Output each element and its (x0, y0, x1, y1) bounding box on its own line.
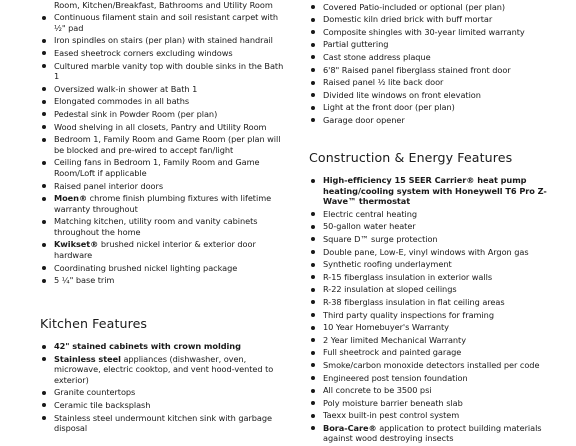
kitchen-features-list (40, 341, 284, 434)
bullet-icon (311, 30, 315, 34)
bullet-icon (42, 51, 46, 55)
construction-features-heading: Construction & Energy Features (309, 150, 513, 165)
list-item (40, 12, 284, 33)
item-text: Matching kitchen, utility room and vanity cabinets throughout the home (54, 216, 258, 237)
bullet-icon (42, 138, 46, 142)
bullet-icon (311, 18, 315, 22)
bullet-icon (311, 118, 315, 122)
list-item (40, 61, 284, 82)
list-item (309, 39, 559, 50)
list-item (40, 239, 284, 260)
list-item (309, 14, 559, 25)
item-text: R-22 insulation at sloped ceilings (323, 284, 457, 295)
interior-features-list (40, 0, 284, 286)
list-item (40, 400, 284, 411)
bullet-icon (42, 64, 46, 68)
list-item (40, 341, 284, 352)
item-brand: Kwikset® (54, 239, 99, 250)
bullet-icon (311, 212, 315, 216)
bullet-icon (311, 389, 315, 393)
item-text: Continuous filament stain and soil resistant carpet with ½" pad (54, 12, 279, 33)
item-text: 50-gallon water heater (323, 221, 416, 232)
item-text: Ceiling fans in Bedroom 1, Family Room and Game Room/Loft if applicable (54, 157, 260, 178)
list-item (40, 84, 284, 95)
list-item (40, 35, 284, 46)
item-text: Garage door opener (323, 114, 405, 125)
item-text: Cultured marble vanity top with double sinks in the Bath 1 (54, 60, 284, 82)
item-text: Iron spindles on stairs (per plan) with stained handrail (54, 35, 273, 46)
item-text: Covered Patio-included or optional (per plan) (323, 1, 506, 12)
list-item (40, 48, 284, 59)
construction-features-list (309, 175, 559, 444)
bullet-icon (311, 426, 315, 430)
item-text: appliances (dishwasher, oven, microwave, electric cooktop, and vent hood-vented to exterior) (54, 353, 274, 385)
bullet-icon (42, 403, 46, 407)
item-text: All concrete to be 3500 psi (323, 385, 432, 396)
item-text: R-38 fiberglass insulation in flat ceiling areas (323, 296, 505, 307)
list-item (309, 385, 559, 396)
bullet-icon (42, 100, 46, 104)
list-item (40, 109, 284, 120)
bullet-icon (42, 266, 46, 270)
bullet-icon (42, 391, 46, 395)
item-text: Double pane, Low-E, vinyl windows with Argon gas (323, 246, 529, 257)
item-text: Poly moisture barrier beneath slab (323, 397, 463, 408)
bullet-icon (311, 275, 315, 279)
item-text: Raised panel ½ lite back door (323, 77, 444, 88)
bullet-icon (311, 237, 315, 241)
item-text: 5 ¼" base trim (54, 275, 115, 286)
list-item (40, 216, 284, 237)
item-text: Divided lite windows on front elevation (323, 89, 481, 100)
item-text: Ceramic tile backsplash (54, 399, 151, 410)
item-text: Granite countertops (54, 387, 136, 398)
list-item (309, 27, 559, 38)
bullet-icon (311, 338, 315, 342)
item-text: 6'8" Raised panel fiberglass stained front door (323, 64, 511, 75)
list-item (309, 90, 559, 101)
exterior-features-list (309, 0, 559, 126)
list-item (40, 134, 284, 155)
list-item (40, 193, 284, 214)
bullet-icon (311, 250, 315, 254)
list-item (309, 272, 559, 283)
bullet-icon (311, 106, 315, 110)
bullet-icon (311, 68, 315, 72)
list-item (309, 102, 559, 113)
bullet-icon (311, 313, 315, 317)
list-item (309, 209, 559, 220)
bullet-icon (42, 279, 46, 283)
list-item (40, 387, 284, 398)
list-item (309, 410, 559, 421)
item-text: application to protect building materials against wood destroying insects (323, 422, 542, 444)
kitchen-features-heading: Kitchen Features (40, 316, 148, 331)
bullet-icon (42, 197, 46, 201)
bullet-icon (311, 5, 315, 9)
item-text: Elongated commodes in all baths (54, 96, 190, 107)
list-item (40, 263, 284, 274)
list-item (309, 423, 559, 444)
list-item (309, 115, 559, 126)
list-item (309, 398, 559, 409)
bullet-icon (42, 220, 46, 224)
list-item (40, 354, 284, 386)
item-text: Light at the front door (per plan) (323, 102, 455, 113)
item-brand: High-efficiency 15 SEER Carrier® heat pump heating/cooling system with Honeywell T6 Pro Z-Wave™ thermostat (323, 175, 547, 207)
item-text: Stainless steel undermount kitchen sink with garbage disposal (54, 412, 272, 434)
list-item (309, 347, 559, 358)
item-text: Oversized walk-in shower at Bath 1 (54, 83, 198, 94)
bullet-icon (42, 39, 46, 43)
item-brand: Moen® (54, 193, 88, 204)
item-text: Coordinating brushed nickel lighting package (54, 262, 238, 273)
bullet-icon (42, 112, 46, 116)
bullet-icon (311, 55, 315, 59)
item-text: Smoke/carbon monoxide detectors installed per code (323, 359, 540, 370)
item-text: Electric central heating (323, 208, 418, 219)
list-item (309, 322, 559, 333)
item-text: 2 Year limited Mechanical Warranty (323, 334, 467, 345)
list-item (40, 275, 284, 286)
list-item (40, 413, 284, 434)
item-text: Partial guttering (323, 39, 389, 50)
item-text: Composite shingles with 30-year limited warranty (323, 26, 525, 37)
item-text: Third party quality inspections for framing (323, 309, 494, 320)
kitchen-features-section (40, 316, 284, 436)
list-item (309, 77, 559, 88)
item-text: Synthetic roofing underlayment (323, 259, 452, 270)
list-item (40, 181, 284, 192)
bullet-icon (42, 87, 46, 91)
bullet-icon (42, 184, 46, 188)
item-text: R-15 fiberglass insulation in exterior walls (323, 271, 493, 282)
item-text: Cast stone address plaque (323, 51, 431, 62)
list-item (309, 221, 559, 232)
item-brand: Bora-Care® (323, 422, 377, 433)
item-text: Wood shelving in all closets, Pantry and Utility Room (54, 121, 267, 132)
bullet-icon (311, 401, 315, 405)
item-text: Bedroom 1, Family Room and Game Room (per plan will be blocked and pre-wired to accept fan/light (54, 134, 281, 155)
bullet-icon (311, 93, 315, 97)
item-text: brushed nickel interior & exterior door hardware (54, 239, 256, 261)
item-text: Taexx built-in pest control system (323, 410, 460, 421)
bullet-icon (42, 357, 46, 361)
bullet-icon (311, 414, 315, 418)
item-text: Square D™ surge protection (323, 233, 438, 244)
exterior-features-column (309, 0, 559, 128)
bullet-icon (42, 125, 46, 129)
bullet-icon (311, 376, 315, 380)
construction-features-section (309, 150, 559, 446)
list-item (309, 65, 559, 76)
left-feature-column (40, 0, 284, 288)
bullet-icon (42, 416, 46, 420)
list-item (309, 335, 559, 346)
item-text: Raised panel interior doors (54, 180, 164, 191)
bullet-icon (42, 161, 46, 165)
bullet-icon (311, 351, 315, 355)
bullet-icon (311, 81, 315, 85)
item-brand: 42" stained cabinets with crown molding (54, 341, 241, 351)
bullet-icon (42, 16, 46, 20)
bullet-icon (42, 345, 46, 349)
list-item (40, 0, 284, 10)
list-item (309, 373, 559, 384)
list-item (309, 310, 559, 321)
bullet-icon (311, 225, 315, 229)
list-item (40, 157, 284, 178)
item-text: 10 Year Homebuyer's Warranty (323, 322, 449, 333)
item-text: Engineered post tension foundation (323, 372, 468, 383)
list-item (309, 175, 559, 207)
list-item (309, 259, 559, 270)
item-text: chrome finish plumbing fixtures with lifetime warranty throughout (54, 193, 272, 214)
bullet-icon (311, 326, 315, 330)
list-item (309, 360, 559, 371)
list-item (40, 96, 284, 107)
item-text: Full sheetrock and painted garage (323, 347, 462, 358)
list-item (40, 122, 284, 133)
item-text: Room, Kitchen/Breakfast, Bathrooms and Utility Room (54, 0, 273, 10)
item-text: Eased sheetrock corners excluding windows (54, 47, 233, 58)
bullet-icon (42, 243, 46, 247)
bullet-icon (311, 288, 315, 292)
bullet-icon (311, 300, 315, 304)
list-item (309, 2, 559, 13)
item-text: Pedestal sink in Powder Room (per plan) (54, 108, 218, 119)
bullet-icon (311, 179, 315, 183)
list-item (309, 52, 559, 63)
bullet-icon (311, 363, 315, 367)
item-brand: Stainless steel (54, 353, 121, 364)
item-text: Domestic kiln dried brick with buff mortar (323, 14, 493, 25)
bullet-icon (311, 43, 315, 47)
bullet-icon (311, 263, 315, 267)
list-item (309, 284, 559, 295)
list-item (309, 247, 559, 258)
list-item (309, 297, 559, 308)
list-item (309, 234, 559, 245)
